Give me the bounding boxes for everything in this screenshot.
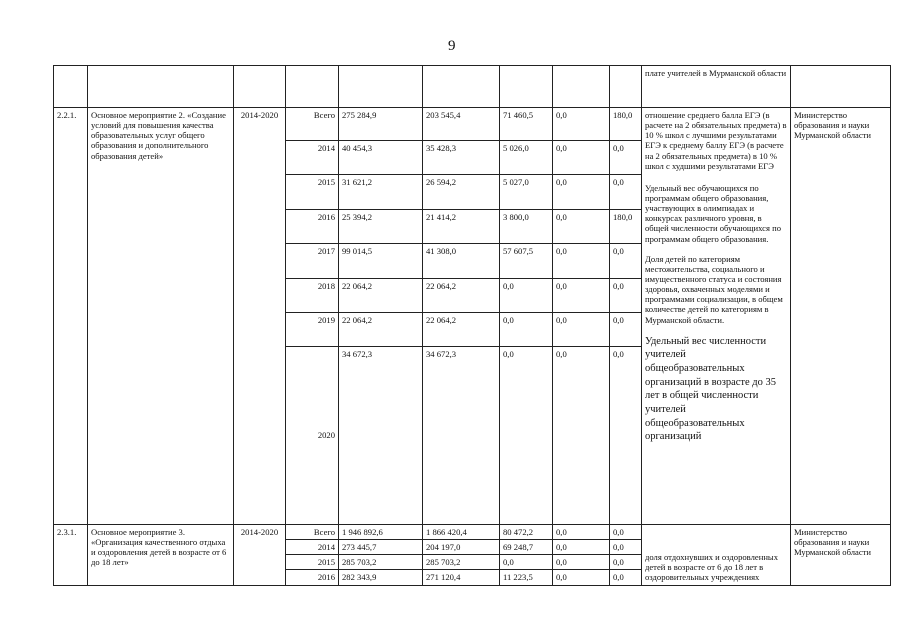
table-row (54, 525, 891, 540)
value-cell: 80 472,2 (500, 525, 553, 540)
item-period: 2014-2020 (234, 525, 286, 586)
value-cell: 0,0 (500, 555, 553, 570)
value-cell: 0,0 (610, 555, 642, 570)
total-cell: 40 454,3 (339, 141, 423, 175)
value-cell: 180,0 (610, 108, 642, 141)
value-cell: 0,0 (610, 244, 642, 279)
item-number: 2.3.1. (54, 525, 88, 586)
item-period: 2014-2020 (234, 108, 286, 525)
year-cell: 2017 (286, 244, 339, 279)
value-cell: 0,0 (500, 313, 553, 347)
indicator-3: Доля детей по категориям местожительства, социального и имущественного статуса и состояния здоровья, охваченных моделями и программами социализации, в общем количестве детей по категориям в Мурманской области. (645, 253, 783, 325)
value-cell: 180,0 (610, 210, 642, 244)
value-cell: 0,0 (500, 279, 553, 313)
executor-cell: Министерство образования и науки Мурманской области (791, 108, 891, 525)
value-cell: 204 197,0 (423, 540, 500, 555)
value-cell: 0,0 (553, 141, 610, 175)
value-cell: 0,0 (610, 525, 642, 540)
year-cell: 2016 (286, 570, 339, 585)
total-cell: 275 284,9 (339, 108, 423, 141)
value-cell: 0,0 (553, 244, 610, 279)
total-cell: 31 621,2 (339, 175, 423, 210)
value-cell: 0,0 (553, 210, 610, 244)
indicator-4: Удельный вес численности учителей общеобразовательных организаций в возрасте до 35 лет в общей численности учителей общеобразовательных организаций (645, 335, 777, 443)
year-cell: Всего (286, 108, 339, 141)
item-name: Основное мероприятие 2. «Создание условий для повышения качества образовательных услуг общего образования и дополнительного образования детей» (88, 108, 234, 525)
value-cell: 0,0 (553, 555, 610, 570)
value-cell: 0,0 (553, 279, 610, 313)
value-cell: 35 428,3 (423, 141, 500, 175)
indicator-1: отношение среднего балла ЕГЭ (в расчете на 2 обязательных предмета) в 10 % школ с лучшими результатами ЕГЭ к среднему баллу ЕГЭ (в расчете на 2 обязательных предмета) в 10 % школ с худшими результатами ЕГЭ (645, 110, 787, 171)
value-cell: 0,0 (610, 175, 642, 210)
year-cell: 2014 (286, 540, 339, 555)
value-cell: 285 703,2 (423, 555, 500, 570)
value-cell: 0,0 (500, 347, 553, 525)
total-cell: 285 703,2 (339, 555, 423, 570)
total-cell: 22 064,2 (339, 313, 423, 347)
executor-cell: Министерство образования и науки Мурманской области (791, 525, 891, 586)
total-cell: 25 394,2 (339, 210, 423, 244)
value-cell: 5 026,0 (500, 141, 553, 175)
total-cell: 282 343,9 (339, 570, 423, 585)
total-cell: 34 672,3 (339, 347, 423, 525)
value-cell: 0,0 (553, 347, 610, 525)
year-cell: 2020 (286, 347, 339, 525)
value-cell: 34 672,3 (423, 347, 500, 525)
value-cell: 1 866 420,4 (423, 525, 500, 540)
value-cell: 11 223,5 (500, 570, 553, 585)
total-cell: 1 946 892,6 (339, 525, 423, 540)
value-cell: 57 607,5 (500, 244, 553, 279)
program-table (53, 65, 891, 586)
value-cell: 41 308,0 (423, 244, 500, 279)
value-cell: 5 027,0 (500, 175, 553, 210)
value-cell: 0,0 (553, 313, 610, 347)
year-cell: 2014 (286, 141, 339, 175)
value-cell: 0,0 (553, 108, 610, 141)
value-cell: 0,0 (610, 141, 642, 175)
year-cell: 2019 (286, 313, 339, 347)
value-cell: 271 120,4 (423, 570, 500, 585)
value-cell: 0,0 (610, 540, 642, 555)
year-cell: 2015 (286, 555, 339, 570)
value-cell: 69 248,7 (500, 540, 553, 555)
value-cell: 0,0 (553, 525, 610, 540)
page-number: 9 (448, 38, 456, 54)
value-cell: 0,0 (610, 279, 642, 313)
value-cell: 0,0 (553, 570, 610, 585)
indicators-cell (642, 108, 791, 525)
item-name: Основное мероприятие 3. «Организация качественного отдыха и оздоровления детей в возрасте от 6 до 18 лет» (88, 525, 234, 586)
total-cell: 273 445,7 (339, 540, 423, 555)
value-cell: 0,0 (610, 313, 642, 347)
year-cell: 2016 (286, 210, 339, 244)
value-cell: 0,0 (610, 347, 642, 525)
value-cell: 22 064,2 (423, 279, 500, 313)
value-cell: 71 460,5 (500, 108, 553, 141)
value-cell: 203 545,4 (423, 108, 500, 141)
value-cell: 3 800,0 (500, 210, 553, 244)
table-row (54, 108, 891, 141)
year-cell: 2015 (286, 175, 339, 210)
item-number: 2.2.1. (54, 108, 88, 525)
value-cell: 21 414,2 (423, 210, 500, 244)
value-cell: 0,0 (610, 570, 642, 585)
table-row (54, 66, 891, 108)
total-cell: 99 014,5 (339, 244, 423, 279)
value-cell: 0,0 (553, 540, 610, 555)
indicator-2: Удельный вес обучающихся по программам общего образования, участвующих в олимпиадах и конкурсах различного уровня, в общей численности обучающихся по программам общего образования. (645, 182, 781, 244)
value-cell: 22 064,2 (423, 313, 500, 347)
value-cell: 0,0 (553, 175, 610, 210)
value-cell: 26 594,2 (423, 175, 500, 210)
year-cell: Всего (286, 525, 339, 540)
year-cell: 2018 (286, 279, 339, 313)
total-cell: 22 064,2 (339, 279, 423, 313)
indicator-cell: доля отдохнувших и оздоровленных детей в возрасте от 6 до 18 лет в оздоровительных учреждениях (642, 525, 791, 586)
indicator-cell: плате учителей в Мурманской области (642, 66, 791, 108)
